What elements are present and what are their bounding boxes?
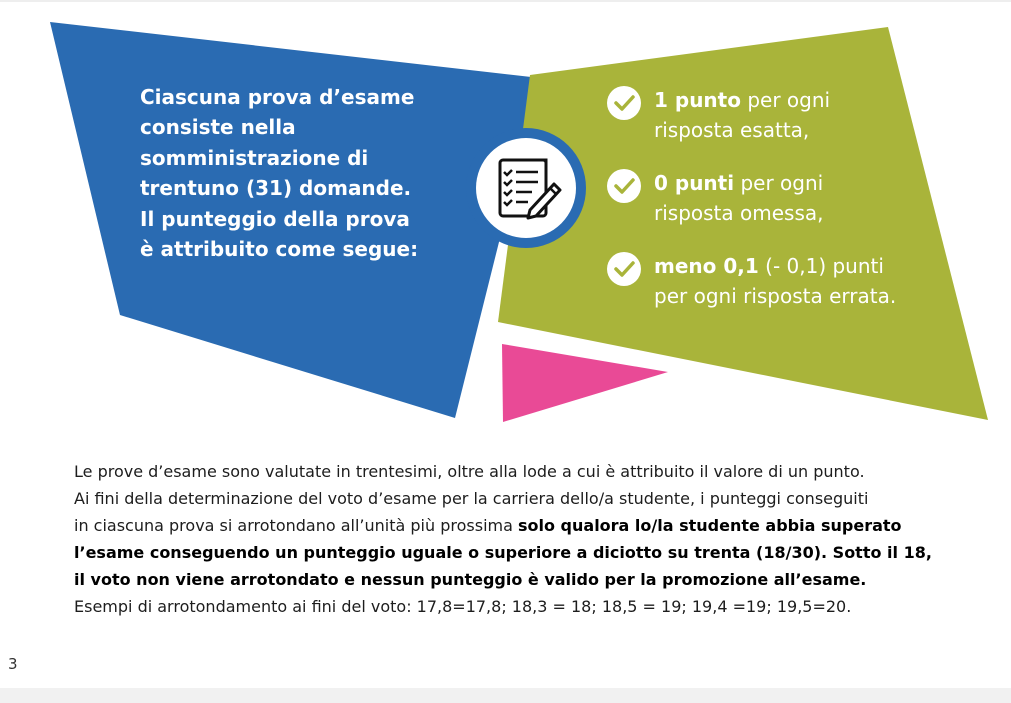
paragraph-line xyxy=(74,566,964,593)
scoring-rest: (- 0,1) punti xyxy=(758,254,884,278)
scoring-bold: meno 0,1 xyxy=(654,254,759,278)
scoring-text xyxy=(654,85,954,145)
intro-line: Ciascuna prova d’esame xyxy=(140,85,415,109)
scoring-text xyxy=(654,251,954,311)
intro-line: è attribuito come segue: xyxy=(140,237,419,262)
paragraph-bold: il voto non viene arrotondato e nessun punteggio è valido per la promozione all’esame. xyxy=(74,570,867,589)
scoring-bold: 1 punto xyxy=(654,88,741,112)
scoring-bold: 0 punti xyxy=(654,171,735,195)
paragraph-bold: solo qualora lo/la studente abbia superato xyxy=(517,516,902,535)
paragraph-line xyxy=(74,512,964,539)
intro-line: Il punteggio della prova xyxy=(140,206,410,231)
checkmark-circle-icon xyxy=(607,169,641,203)
scoring-line2: risposta omessa, xyxy=(654,201,824,225)
bottom-strip xyxy=(0,688,1011,703)
scoring-text xyxy=(654,168,954,228)
intro-line: somministrazione di xyxy=(140,145,369,170)
scoring-line2: per ogni risposta errata. xyxy=(654,284,897,308)
rules-paragraph xyxy=(74,458,964,620)
scoring-rest: per ogni xyxy=(740,88,831,112)
page-number: 3 xyxy=(8,655,18,673)
checkmark-circle-icon xyxy=(607,86,641,120)
paragraph-line: Le prove d’esame sono valutate in trentesimi, oltre alla lode a cui è attribuito il valore di un punto. xyxy=(74,462,865,481)
checkmark-circle-icon xyxy=(607,252,641,286)
exam-checklist-pencil-icon xyxy=(476,138,576,238)
scoring-rest: per ogni xyxy=(734,171,824,195)
intro-line: trentuno (31) domande. xyxy=(140,176,412,201)
paragraph-normal: in ciascuna prova si arrotondano all’unità più prossima xyxy=(74,516,518,535)
intro-line: consiste nella xyxy=(140,115,296,140)
paragraph-line: Esempi di arrotondamento ai fini del voto: 17,8=17,8; 18,3 = 18; 18,5 = 19; 19,4 =19; 19,5=20. xyxy=(74,597,852,616)
scoring-line2: risposta esatta, xyxy=(654,118,810,142)
intro-text xyxy=(140,82,470,264)
paragraph-line: Ai fini della determinazione del voto d’esame per la carriera dello/a studente, i punteggi conseguiti xyxy=(74,489,869,508)
paragraph-bold: l’esame conseguendo un punteggio uguale o superiore a diciotto su trenta (18/30). Sotto il 18, xyxy=(74,543,932,562)
magenta-triangle xyxy=(502,344,668,422)
paragraph-line xyxy=(74,539,964,566)
